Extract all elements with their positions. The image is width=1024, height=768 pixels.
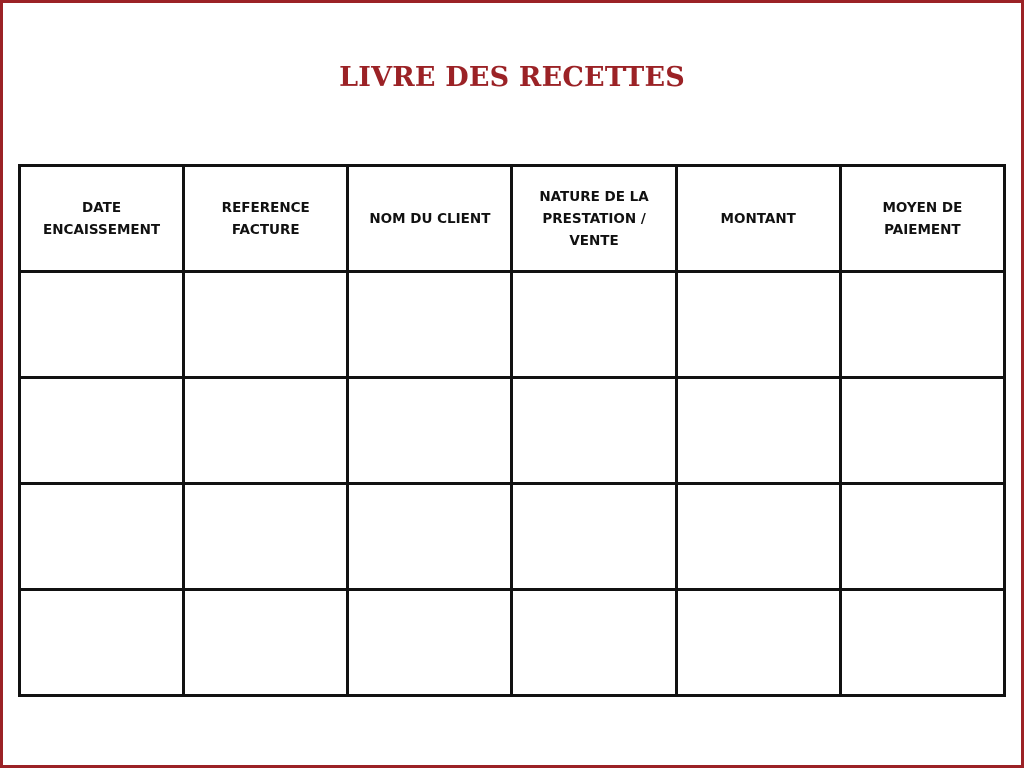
table-cell[interactable] [676,378,840,484]
table-cell[interactable] [512,484,676,590]
table-cell[interactable] [840,484,1004,590]
table-cell[interactable] [676,484,840,590]
table-cell[interactable] [184,484,348,590]
table-cell[interactable] [184,378,348,484]
table-cell[interactable] [840,272,1004,378]
table-cell[interactable] [676,272,840,378]
table-cell[interactable] [20,378,184,484]
column-header-service-type: NATURE DE LA PRESTATION / VENTE [512,166,676,272]
table-cell[interactable] [348,484,512,590]
table-cell[interactable] [184,590,348,696]
table-cell[interactable] [348,590,512,696]
table-cell[interactable] [512,272,676,378]
table-cell[interactable] [840,590,1004,696]
table-row [20,378,1005,484]
table-cell[interactable] [512,590,676,696]
table-cell[interactable] [20,484,184,590]
table-row [20,590,1005,696]
column-header-payment-method: MOYEN DE PAIEMENT [840,166,1004,272]
table-cell[interactable] [348,378,512,484]
table-cell[interactable] [20,272,184,378]
table-row [20,484,1005,590]
table-header-row [20,166,1005,272]
column-header-amount: MONTANT [676,166,840,272]
column-header-date: DATE ENCAISSEMENT [20,166,184,272]
table-cell[interactable] [20,590,184,696]
column-header-invoice-reference: REFERENCE FACTURE [184,166,348,272]
table-cell[interactable] [512,378,676,484]
table-cell[interactable] [676,590,840,696]
page-title: LIVRE DES RECETTES [339,62,685,93]
table-row [20,272,1005,378]
table-cell[interactable] [840,378,1004,484]
column-header-client-name: NOM DU CLIENT [348,166,512,272]
table-cell[interactable] [184,272,348,378]
table-cell[interactable] [348,272,512,378]
receipts-table [18,164,1006,697]
